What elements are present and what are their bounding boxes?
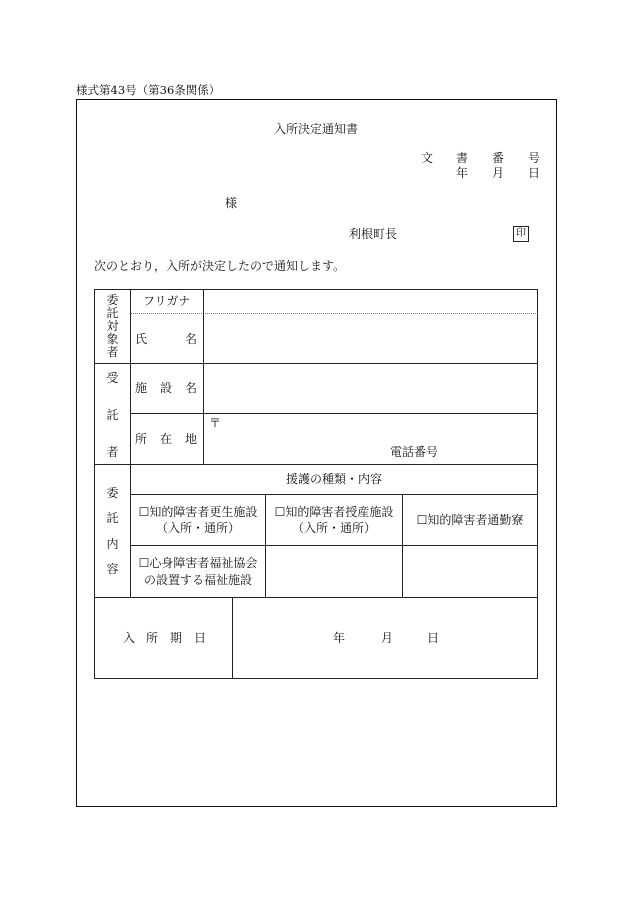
table-border-right bbox=[537, 289, 538, 679]
option-label: 知的障害者授産施設 bbox=[285, 504, 394, 519]
group-char: 者 bbox=[106, 445, 119, 459]
option-subline: （入所・通所） bbox=[291, 521, 376, 535]
admission-char: 所 bbox=[146, 631, 159, 645]
option-rehab-facility[interactable] bbox=[131, 495, 265, 545]
admission-date-field[interactable] bbox=[233, 598, 537, 678]
facility-name-field[interactable] bbox=[204, 364, 537, 413]
name-label-char: 名 bbox=[185, 332, 198, 346]
option-line bbox=[417, 512, 524, 528]
option-commuter-dorm[interactable] bbox=[403, 495, 537, 545]
address-field[interactable] bbox=[204, 414, 537, 464]
checkbox-icon[interactable]: ☐ bbox=[274, 504, 286, 519]
option-line bbox=[139, 555, 258, 571]
checkbox-icon[interactable]: ☐ bbox=[138, 504, 150, 519]
date-day-label: 日 bbox=[528, 166, 541, 180]
postal-mark: 〒 bbox=[209, 416, 222, 430]
form-number: 様式第43号（第36条関係） bbox=[76, 83, 221, 97]
option-sheltered-workshop[interactable] bbox=[266, 495, 402, 545]
date-month-label: 月 bbox=[492, 166, 505, 180]
consignee-name-field[interactable] bbox=[204, 314, 537, 363]
admission-day-label: 日 bbox=[427, 631, 440, 645]
consignee-furigana-field[interactable] bbox=[204, 290, 537, 313]
facility-name-char: 設 bbox=[160, 381, 173, 395]
admission-month-label: 月 bbox=[381, 631, 394, 645]
group-char: 委 bbox=[106, 486, 119, 500]
group-char: 者 bbox=[106, 345, 119, 359]
admission-char: 日 bbox=[194, 631, 207, 645]
admission-year-label: 年 bbox=[333, 631, 346, 645]
group-label-consignee bbox=[95, 294, 130, 358]
facility-name-char: 名 bbox=[185, 381, 198, 395]
option-subline: の設置する福祉施設 bbox=[143, 572, 252, 587]
furigana-label: フリガナ bbox=[143, 294, 191, 308]
group-label-contents bbox=[95, 487, 130, 575]
checkbox-icon[interactable]: ☐ bbox=[138, 556, 150, 571]
doc-number-char: 号 bbox=[528, 151, 541, 165]
doc-number-char: 文 bbox=[421, 151, 434, 165]
group-char: 託 bbox=[106, 408, 119, 422]
addressee-suffix: 様 bbox=[225, 196, 238, 210]
group-char: 容 bbox=[106, 561, 119, 576]
checkbox-icon[interactable]: ☐ bbox=[416, 512, 428, 527]
name-label-char: 氏 bbox=[135, 332, 148, 346]
group-char: 託 bbox=[106, 306, 119, 320]
group-char: 内 bbox=[106, 536, 119, 551]
issuer-name: 利根町長 bbox=[349, 227, 398, 241]
group-char: 託 bbox=[106, 511, 119, 526]
group-label-trustee bbox=[95, 372, 130, 458]
body-text: 次のとおり，入所が決定したので通知します。 bbox=[94, 259, 346, 273]
option-label: 知的障害者通勤寮 bbox=[427, 512, 524, 527]
option-line bbox=[139, 504, 258, 520]
admission-char: 入 bbox=[123, 631, 136, 645]
address-char: 所 bbox=[135, 432, 148, 446]
option-label: 心身障害者福祉協会 bbox=[149, 556, 258, 571]
address-char: 地 bbox=[185, 432, 198, 446]
group-char: 対 bbox=[106, 319, 119, 333]
document-title: 入所決定通知書 bbox=[274, 122, 359, 136]
doc-number-char: 番 bbox=[492, 151, 505, 165]
address-char: 在 bbox=[160, 432, 173, 446]
option-welfare-association[interactable] bbox=[131, 546, 265, 597]
doc-number-char: 書 bbox=[456, 151, 469, 165]
table-border-bottom bbox=[94, 678, 538, 679]
phone-label: 電話番号 bbox=[390, 445, 439, 459]
option-label: 知的障害者更生施設 bbox=[149, 504, 258, 519]
option-subline: （入所・通所） bbox=[155, 521, 240, 535]
date-year-label: 年 bbox=[456, 166, 469, 180]
admission-char: 期 bbox=[170, 631, 183, 645]
facility-name-char: 施 bbox=[135, 381, 148, 395]
group-char: 受 bbox=[106, 371, 119, 385]
group-char: 象 bbox=[106, 332, 119, 346]
seal-mark: 印 bbox=[513, 226, 529, 242]
support-header: 援護の種類・内容 bbox=[285, 472, 382, 487]
option-line bbox=[275, 504, 394, 520]
group-char: 委 bbox=[106, 293, 119, 307]
